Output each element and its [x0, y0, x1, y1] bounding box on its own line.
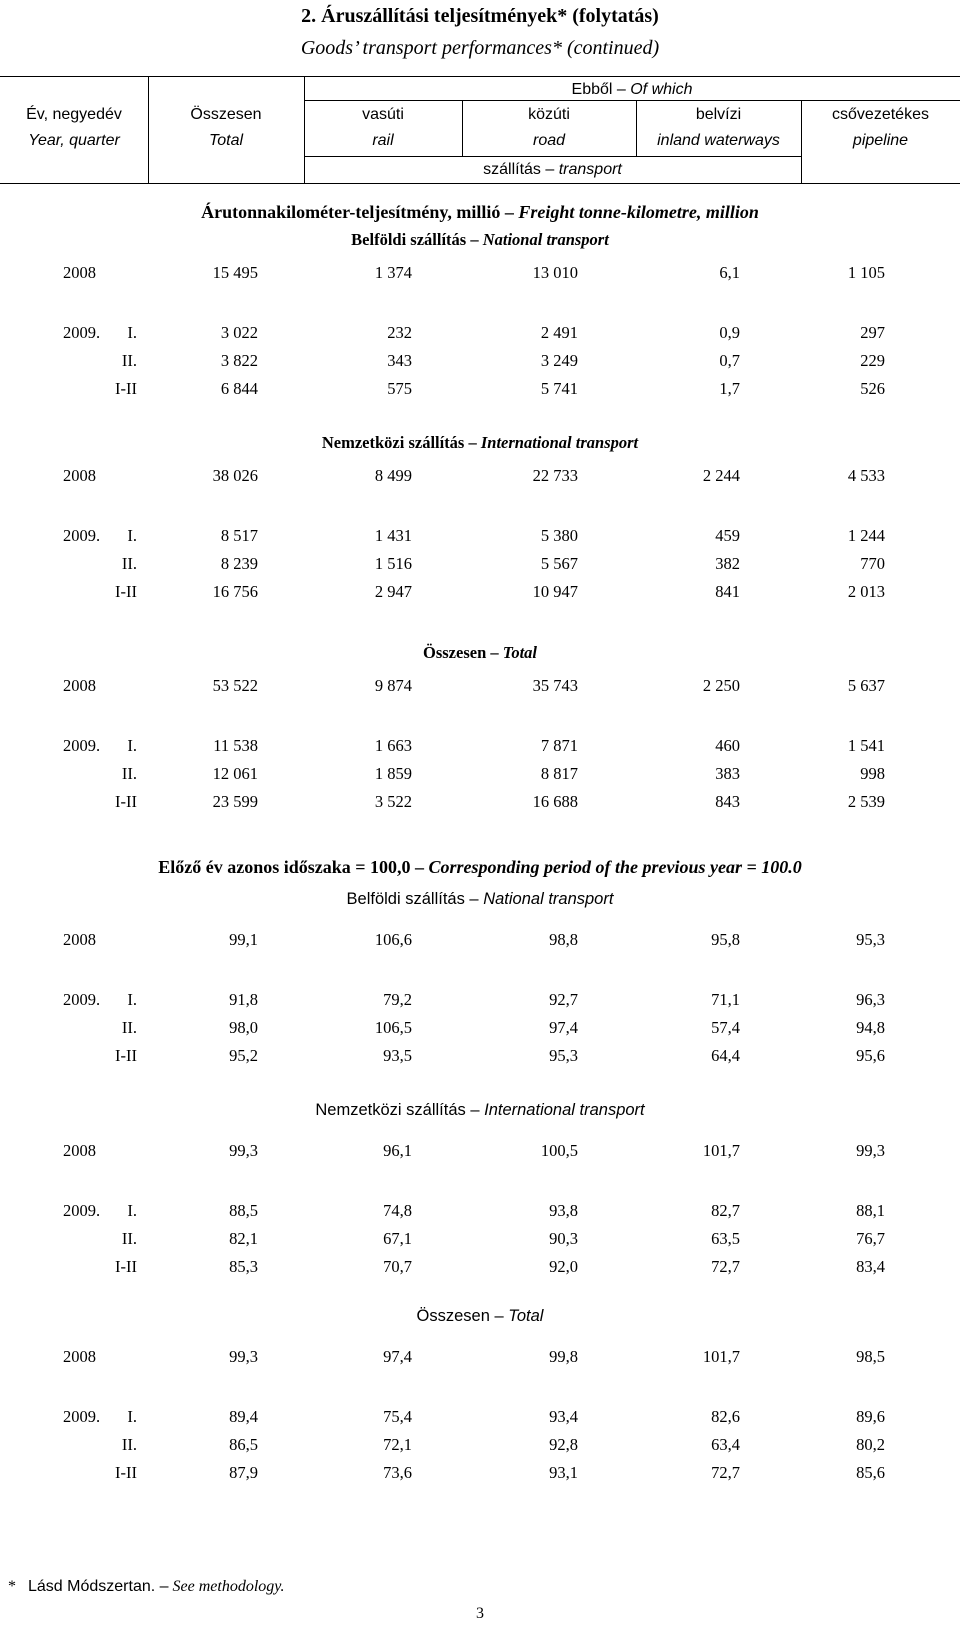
table-row: [0, 1407, 960, 1431]
footnote: * Lásd Módszertan. – See methodology.: [8, 1578, 285, 1595]
quarter-pipeline-value: 998: [860, 764, 885, 783]
annual-road-value: 13 010: [532, 263, 578, 282]
quarter-road-value: 2 491: [540, 323, 578, 342]
table-row: [0, 582, 960, 606]
annual-rail-value: 9 874: [374, 676, 412, 695]
quarter-rail-value: 343: [387, 351, 412, 370]
quarter-rail-value: 75,4: [383, 1407, 412, 1426]
page-title: 2. Áruszállítási teljesítmények* (folytatás): [301, 5, 659, 27]
quarter-rail-value: 72,1: [383, 1435, 412, 1454]
section-title: [0, 230, 960, 250]
annual-road-value: 99,8: [549, 1347, 578, 1366]
quarter-inland-value: 1,7: [719, 379, 740, 398]
quarter-total-value: 89,4: [229, 1407, 258, 1426]
quarter-pipeline-value: 76,7: [856, 1229, 885, 1248]
quarter-total-value: 88,5: [229, 1201, 258, 1220]
quarter-pipeline-value: 297: [860, 323, 885, 342]
quarter-inland-value: 843: [715, 792, 740, 811]
annual-total-value: 99,3: [229, 1347, 258, 1366]
section-title: [0, 643, 960, 663]
section-title: [0, 433, 960, 453]
period-label: II.: [121, 1435, 137, 1454]
road-column-header: közúti road: [528, 106, 570, 149]
quarter-pipeline-value: 89,6: [856, 1407, 885, 1426]
quarter-road-value: 92,8: [549, 1435, 578, 1454]
table-row: [0, 1229, 960, 1253]
quarter-road-value: 8 817: [540, 764, 578, 783]
table-row: [0, 526, 960, 550]
year-label: 2008: [63, 466, 96, 485]
quarter-inland-value: 72,7: [711, 1257, 740, 1276]
quarter-inland-value: 460: [715, 736, 740, 755]
annual-total-value: 99,1: [229, 930, 258, 949]
annual-road-value: 22 733: [532, 466, 578, 485]
quarter-road-value: 90,3: [549, 1229, 578, 1248]
table-row: [0, 764, 960, 788]
table-row: [0, 554, 960, 578]
period-label: I-II: [115, 1046, 137, 1065]
quarter-rail-value: 70,7: [383, 1257, 412, 1276]
period-label: II.: [121, 764, 137, 783]
annual-total-value: 15 495: [212, 263, 258, 282]
period-label: I-II: [115, 379, 137, 398]
table-row: [0, 1201, 960, 1225]
quarter-road-value: 10 947: [532, 582, 578, 601]
year-label: 2009.: [63, 526, 101, 545]
annual-pipeline-value: 4 533: [847, 466, 885, 485]
section-title-hu: Összesen –: [423, 643, 499, 662]
quarter-rail-value: 73,6: [383, 1463, 412, 1482]
quarter-inland-value: 72,7: [711, 1463, 740, 1482]
quarter-total-value: 86,5: [229, 1435, 258, 1454]
quarter-road-value: 16 688: [532, 792, 578, 811]
table-row: [0, 466, 960, 490]
table-row: [0, 379, 960, 403]
section-title-hu: Összesen –: [416, 1307, 504, 1325]
quarter-total-value: 85,3: [229, 1257, 258, 1276]
part1-title: Árutonnakilométer-teljesítmény, millió – Freight tonne-kilometre, million: [201, 202, 759, 222]
quarter-rail-value: 67,1: [383, 1229, 412, 1248]
annual-rail-value: 1 374: [374, 263, 412, 282]
quarter-rail-value: 106,5: [374, 1018, 412, 1037]
table-row: [0, 323, 960, 347]
quarter-total-value: 3 822: [220, 351, 258, 370]
quarter-rail-value: 2 947: [374, 582, 412, 601]
annual-pipeline-value: 99,3: [856, 1141, 885, 1160]
period-label: I-II: [115, 1257, 137, 1276]
quarter-pipeline-value: 2 013: [847, 582, 885, 601]
quarter-rail-value: 3 522: [374, 792, 412, 811]
section-title-hu: Belföldi szállítás –: [351, 230, 479, 249]
quarter-total-value: 11 538: [213, 736, 258, 755]
quarter-rail-value: 74,8: [383, 1201, 412, 1220]
quarter-total-value: 91,8: [229, 990, 258, 1009]
table-row: [0, 263, 960, 287]
section-title-en: Total: [502, 643, 537, 662]
table-row: [0, 736, 960, 760]
quarter-road-value: 95,3: [549, 1046, 578, 1065]
annual-pipeline-value: 98,5: [856, 1347, 885, 1366]
period-label: I.: [127, 323, 137, 342]
quarter-pipeline-value: 2 539: [847, 792, 885, 811]
quarter-inland-value: 82,6: [711, 1407, 740, 1426]
quarter-total-value: 82,1: [229, 1229, 258, 1248]
table-row: [0, 1141, 960, 1165]
year-label: 2009.: [63, 323, 101, 342]
year-label: 2008: [63, 1141, 96, 1160]
period-label: I-II: [115, 582, 137, 601]
period-label: II.: [121, 1018, 137, 1037]
quarter-road-value: 5 380: [540, 526, 578, 545]
year-label: 2009.: [63, 1201, 101, 1220]
annual-inland-value: 6,1: [719, 263, 740, 282]
quarter-inland-value: 0,9: [719, 323, 740, 342]
period-label: I.: [127, 990, 137, 1009]
part2-title: Előző év azonos időszaka = 100,0 – Corresponding period of the previous year = 100.0: [158, 857, 802, 877]
annual-pipeline-value: 95,3: [856, 930, 885, 949]
quarter-road-value: 92,0: [549, 1257, 578, 1276]
transport-header: szállítás – transport: [483, 161, 622, 178]
section-title-hu: Nemzetközi szállítás –: [315, 1101, 480, 1119]
table-row: [0, 351, 960, 375]
table-row: [0, 1435, 960, 1459]
quarter-total-value: 98,0: [229, 1018, 258, 1037]
table-row: [0, 792, 960, 816]
page-subtitle: Goods’ transport performances* (continued): [300, 37, 660, 59]
annual-road-value: 100,5: [540, 1141, 578, 1160]
quarter-total-value: 87,9: [229, 1463, 258, 1482]
year-label: 2008: [63, 1347, 96, 1366]
quarter-road-value: 7 871: [540, 736, 578, 755]
year-label: 2008: [63, 930, 96, 949]
quarter-pipeline-value: 94,8: [856, 1018, 885, 1037]
year-label: 2009.: [63, 736, 101, 755]
period-label: I.: [127, 1201, 137, 1220]
year-column-header: Év, negyedév Year, quarter: [26, 106, 122, 149]
pipeline-column-header: csővezetékes pipeline: [832, 106, 929, 149]
section-title-en: Total: [508, 1307, 544, 1325]
quarter-inland-value: 64,4: [711, 1046, 740, 1065]
quarter-road-value: 97,4: [549, 1018, 578, 1037]
table-row: [0, 1257, 960, 1281]
rail-column-header: vasúti rail: [362, 106, 404, 149]
quarter-inland-value: 63,5: [711, 1229, 740, 1248]
quarter-inland-value: 382: [715, 554, 740, 573]
annual-total-value: 38 026: [212, 466, 258, 485]
annual-inland-value: 101,7: [702, 1141, 740, 1160]
table-row: [0, 1018, 960, 1042]
annual-rail-value: 8 499: [374, 466, 412, 485]
annual-total-value: 99,3: [229, 1141, 258, 1160]
quarter-road-value: 5 741: [540, 379, 578, 398]
quarter-road-value: 93,4: [549, 1407, 578, 1426]
annual-rail-value: 106,6: [374, 930, 412, 949]
annual-rail-value: 97,4: [383, 1347, 412, 1366]
annual-inland-value: 101,7: [702, 1347, 740, 1366]
page-number: 3: [476, 1605, 484, 1622]
table-row: [0, 930, 960, 954]
section-title: [0, 1307, 960, 1326]
quarter-inland-value: 0,7: [719, 351, 740, 370]
period-label: II.: [121, 1229, 137, 1248]
year-label: 2009.: [63, 1407, 101, 1426]
annual-pipeline-value: 1 105: [847, 263, 885, 282]
quarter-inland-value: 82,7: [711, 1201, 740, 1220]
period-label: II.: [121, 554, 137, 573]
annual-rail-value: 96,1: [383, 1141, 412, 1160]
quarter-road-value: 92,7: [549, 990, 578, 1009]
quarter-rail-value: 1 859: [374, 764, 412, 783]
quarter-total-value: 16 756: [212, 582, 258, 601]
quarter-rail-value: 575: [387, 379, 412, 398]
quarter-pipeline-value: 80,2: [856, 1435, 885, 1454]
annual-road-value: 35 743: [532, 676, 578, 695]
quarter-total-value: 8 517: [220, 526, 258, 545]
quarter-pipeline-value: 1 244: [847, 526, 885, 545]
quarter-total-value: 23 599: [212, 792, 258, 811]
quarter-road-value: 93,1: [549, 1463, 578, 1482]
section-title: [0, 890, 960, 909]
annual-inland-value: 2 244: [702, 466, 740, 485]
quarter-total-value: 12 061: [212, 764, 258, 783]
quarter-rail-value: 79,2: [383, 990, 412, 1009]
year-label: 2008: [63, 676, 96, 695]
annual-pipeline-value: 5 637: [847, 676, 885, 695]
quarter-inland-value: 841: [715, 582, 740, 601]
period-label: I-II: [115, 1463, 137, 1482]
table-row: [0, 676, 960, 700]
quarter-road-value: 5 567: [540, 554, 578, 573]
annual-inland-value: 95,8: [711, 930, 740, 949]
annual-inland-value: 2 250: [702, 676, 740, 695]
quarter-pipeline-value: 83,4: [856, 1257, 885, 1276]
table-row: [0, 990, 960, 1014]
period-label: II.: [121, 351, 137, 370]
of-which-header: Ebből – Of which: [571, 81, 693, 98]
period-label: I-II: [115, 792, 137, 811]
year-label: 2009.: [63, 990, 101, 1009]
year-label: 2008: [63, 263, 96, 282]
quarter-inland-value: 383: [715, 764, 740, 783]
annual-road-value: 98,8: [549, 930, 578, 949]
quarter-total-value: 6 844: [220, 379, 258, 398]
table-row: [0, 1463, 960, 1487]
quarter-inland-value: 63,4: [711, 1435, 740, 1454]
quarter-pipeline-value: 229: [860, 351, 885, 370]
table-row: [0, 1347, 960, 1371]
section-title-en: International transport: [484, 1101, 645, 1119]
table-row: [0, 1046, 960, 1070]
quarter-road-value: 3 249: [540, 351, 578, 370]
quarter-rail-value: 1 516: [374, 554, 412, 573]
total-column-header: Összesen Total: [190, 106, 262, 149]
quarter-total-value: 3 022: [220, 323, 258, 342]
period-label: I.: [127, 526, 137, 545]
quarter-road-value: 93,8: [549, 1201, 578, 1220]
quarter-pipeline-value: 526: [860, 379, 885, 398]
annual-total-value: 53 522: [212, 676, 258, 695]
quarter-pipeline-value: 96,3: [856, 990, 885, 1009]
quarter-total-value: 8 239: [220, 554, 258, 573]
section-title-hu: Belföldi szállítás –: [346, 890, 479, 908]
quarter-pipeline-value: 770: [860, 554, 885, 573]
period-label: I.: [127, 736, 137, 755]
quarter-inland-value: 459: [715, 526, 740, 545]
quarter-pipeline-value: 85,6: [856, 1463, 885, 1482]
quarter-inland-value: 57,4: [711, 1018, 740, 1037]
section-title-en: National transport: [482, 230, 609, 249]
section-title-hu: Nemzetközi szállítás –: [321, 433, 477, 452]
section-title: [0, 1101, 960, 1120]
section-title-en: International transport: [480, 433, 639, 452]
quarter-rail-value: 1 431: [374, 526, 412, 545]
quarter-total-value: 95,2: [229, 1046, 258, 1065]
period-label: I.: [127, 1407, 137, 1426]
inland-column-header: belvízi inland waterways: [657, 106, 780, 149]
quarter-pipeline-value: 95,6: [856, 1046, 885, 1065]
quarter-rail-value: 1 663: [374, 736, 412, 755]
quarter-rail-value: 232: [387, 323, 412, 342]
quarter-inland-value: 71,1: [711, 990, 740, 1009]
quarter-rail-value: 93,5: [383, 1046, 412, 1065]
quarter-pipeline-value: 1 541: [847, 736, 885, 755]
quarter-pipeline-value: 88,1: [856, 1201, 885, 1220]
section-title-en: National transport: [483, 890, 614, 908]
